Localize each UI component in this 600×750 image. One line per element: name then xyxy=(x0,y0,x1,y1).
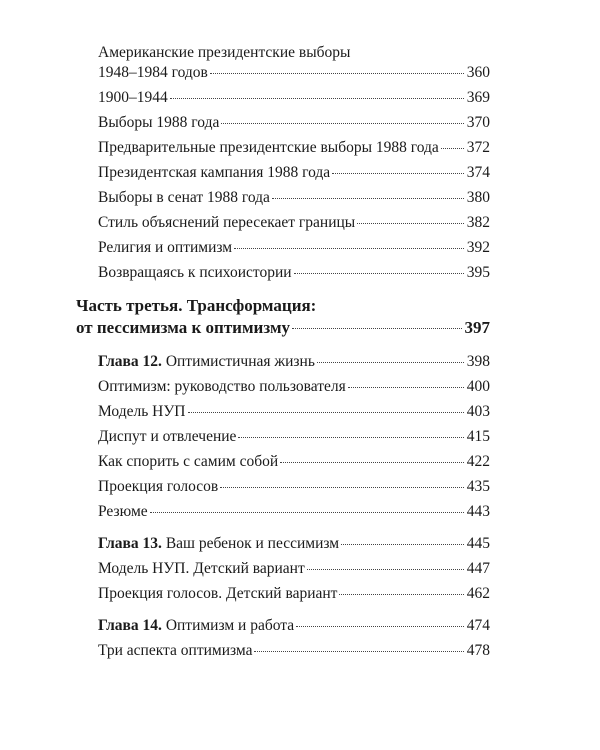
toc-entry-page: 435 xyxy=(466,478,490,495)
leader-dots xyxy=(170,98,464,99)
leader-dots xyxy=(294,273,464,274)
leader-dots xyxy=(339,594,463,595)
toc-entry[interactable] xyxy=(98,377,490,397)
toc-entry[interactable] xyxy=(98,502,490,522)
toc-entry[interactable] xyxy=(98,63,490,83)
toc-entry-page: 462 xyxy=(466,585,490,602)
toc-entry-page: 369 xyxy=(466,89,490,106)
toc-entry-title: Выборы 1988 года xyxy=(98,114,220,131)
toc-part-entry[interactable] xyxy=(76,318,490,338)
toc-entry[interactable] xyxy=(98,163,490,183)
toc-entry-page: 382 xyxy=(466,214,490,231)
toc-entry-title: Проекция голосов. Детский вариант xyxy=(98,585,338,602)
toc-entry-page: 372 xyxy=(466,139,490,156)
toc-chapter-entry[interactable] xyxy=(98,534,490,554)
toc-chapter-entry[interactable] xyxy=(98,616,490,636)
toc-entry-page: 395 xyxy=(466,264,490,281)
part-page: 397 xyxy=(464,318,490,337)
toc-entry[interactable] xyxy=(98,427,490,447)
toc-entry-title: 1948–1984 годов xyxy=(98,64,208,81)
chapter-page: 445 xyxy=(466,535,490,552)
leader-dots xyxy=(254,651,463,652)
leader-dots xyxy=(317,362,464,363)
toc-entry-title: Три аспекта оптимизма xyxy=(98,642,253,659)
toc-entry[interactable] xyxy=(98,477,490,497)
leader-dots xyxy=(348,387,464,388)
chapter-title: Ваш ребенок и пессимизм xyxy=(165,535,340,552)
chapter-label: Глава 13. xyxy=(98,535,162,552)
leader-dots xyxy=(332,173,464,174)
toc-entry-title: Религия и оптимизм xyxy=(98,239,233,256)
toc-entry-title: Президентская кампания 1988 года xyxy=(98,164,331,181)
toc-entry-title: Диспут и отвлечение xyxy=(98,428,237,445)
leader-dots xyxy=(221,123,463,124)
leader-dots xyxy=(234,248,464,249)
leader-dots xyxy=(307,569,464,570)
toc-entry[interactable] xyxy=(98,138,490,158)
toc-entry-page: 370 xyxy=(466,114,490,131)
leader-dots xyxy=(280,462,464,463)
leader-dots xyxy=(292,328,461,329)
toc-entry-title: 1900–1944 xyxy=(98,89,168,106)
toc-entry[interactable] xyxy=(98,402,490,422)
part-title: от пессимизма к оптимизму xyxy=(76,318,291,337)
toc-entry-title: Проекция голосов xyxy=(98,478,219,495)
toc-entry[interactable] xyxy=(98,641,490,661)
toc-entry-page: 443 xyxy=(466,503,490,520)
toc-entry-page: 478 xyxy=(466,642,490,659)
leader-dots xyxy=(238,437,463,438)
toc-entry-page: 422 xyxy=(466,453,490,470)
toc-entry[interactable] xyxy=(98,559,490,579)
toc-entry-page: 380 xyxy=(466,189,490,206)
toc-entry[interactable] xyxy=(98,113,490,133)
toc-entry-title: Модель НУП xyxy=(98,403,186,420)
toc-entry-page: 360 xyxy=(466,64,490,81)
toc-entry[interactable] xyxy=(98,213,490,233)
leader-dots xyxy=(296,626,464,627)
toc-entry-page: 374 xyxy=(466,164,490,181)
toc-entry-title: Как спорить с самим собой xyxy=(98,453,279,470)
toc-entry[interactable] xyxy=(98,452,490,472)
leader-dots xyxy=(357,223,464,224)
leader-dots xyxy=(188,412,464,413)
chapter-title: Оптимистичная жизнь xyxy=(165,353,315,370)
toc-entry-title: Возвращаясь к психоистории xyxy=(98,264,292,281)
toc-entry-page: 392 xyxy=(466,239,490,256)
toc-entry[interactable] xyxy=(98,584,490,604)
chapter-page: 474 xyxy=(466,617,490,634)
toc-entry-title: Выборы в сенат 1988 года xyxy=(98,189,270,206)
leader-dots xyxy=(220,487,464,488)
chapter-label: Глава 14. xyxy=(98,617,162,634)
toc-entry-title: Предварительные президентские выборы 1988 года xyxy=(98,139,439,156)
chapter-title: Оптимизм и работа xyxy=(165,617,295,634)
part-title-line1: Часть третья. Трансформация: xyxy=(76,296,317,315)
toc-entry-page: 415 xyxy=(466,428,490,445)
toc-entry-title-line1: Американские президентские выборы xyxy=(98,44,351,61)
toc-entry-page: 447 xyxy=(466,560,490,577)
toc-entry-title: Стиль объяснений пересекает границы xyxy=(98,214,356,231)
leader-dots xyxy=(272,198,464,199)
leader-dots xyxy=(210,73,464,74)
leader-dots xyxy=(341,544,464,545)
leader-dots xyxy=(441,148,464,149)
chapter-label: Глава 12. xyxy=(98,353,162,370)
toc-entry[interactable] xyxy=(98,263,490,283)
toc-entry-title: Модель НУП. Детский вариант xyxy=(98,560,305,577)
toc-entry-page: 403 xyxy=(466,403,490,420)
toc-entry[interactable] xyxy=(98,88,490,108)
toc-chapter-entry[interactable] xyxy=(98,352,490,372)
leader-dots xyxy=(150,512,464,513)
toc-entry-title: Резюме xyxy=(98,503,148,520)
toc-entry[interactable] xyxy=(98,188,490,208)
toc-entry-page: 400 xyxy=(466,378,490,395)
toc-entry-title: Оптимизм: руководство пользователя xyxy=(98,378,346,395)
toc-entry[interactable] xyxy=(98,238,490,258)
chapter-page: 398 xyxy=(466,353,490,370)
